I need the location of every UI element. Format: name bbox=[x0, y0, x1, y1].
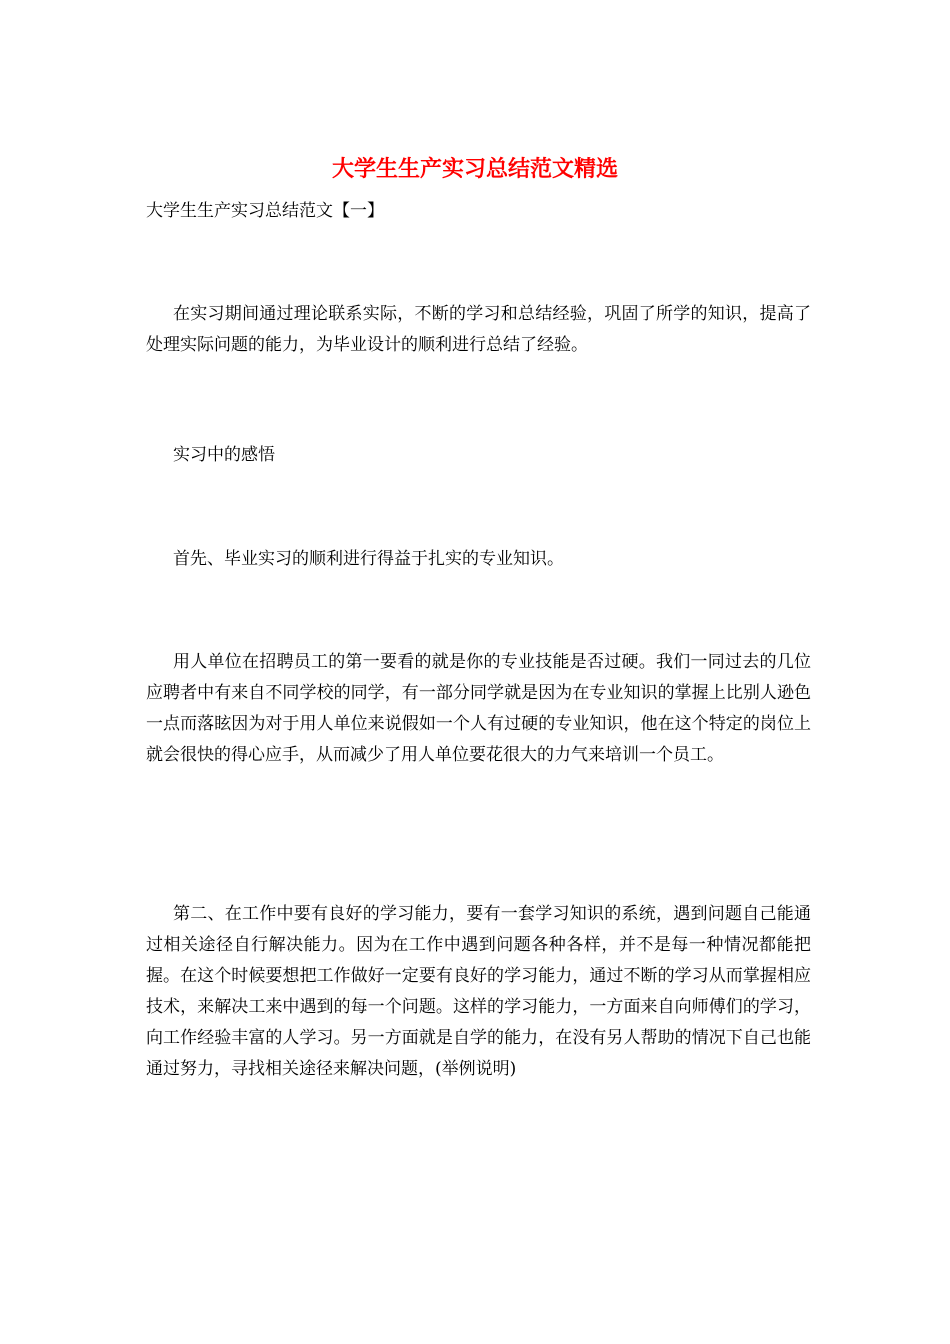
paragraph-second-point: 第二、在工作中要有良好的学习能力，要有一套学习知识的系统，遇到问题自己能通过相关途径自行解决能力。因为在工作中遇到问题各种各样，并不是每一种情况都能把握。在这个时候要想把工作做好一定要有良好的学习能力，通过不断的学习从而掌握相应技术，来解决工来中遇到的每一个问题。这样的学习能力，一方面来自向师傅们的学习，向工作经验丰富的人学习。另一方面就是自学的能力，在没有另人帮助的情况下自己也能通过努力，寻找相关途径来解决问题，(举例说明) bbox=[146, 904, 811, 1079]
section-subtitle: 大学生生产实习总结范文【一】 bbox=[146, 201, 384, 221]
paragraph-first-point: 首先、毕业实习的顺利进行得益于扎实的专业知识。 bbox=[173, 549, 564, 569]
paragraph-intro: 在实习期间通过理论联系实际，不断的学习和总结经验，巩固了所学的知识，提高了处理实际问题的能力，为毕业设计的顺利进行总结了经验。 bbox=[146, 304, 811, 355]
paragraph-heading-insights: 实习中的感悟 bbox=[173, 445, 275, 465]
paragraph-employer-skills: 用人单位在招聘员工的第一要看的就是你的专业技能是否过硬。我们一同过去的几位应聘者中有来自不同学校的同学，有一部分同学就是因为在专业知识的掌握上比别人逊色一点而落眩因为对于用人单位来说假如一个人有过硬的专业知识，他在这个特定的岗位上就会很快的得心应手，从而减少了用人单位要花很大的力气来培训一个员工。 bbox=[146, 652, 811, 765]
page-title: 大学生生产实习总结范文精选 bbox=[331, 156, 618, 182]
